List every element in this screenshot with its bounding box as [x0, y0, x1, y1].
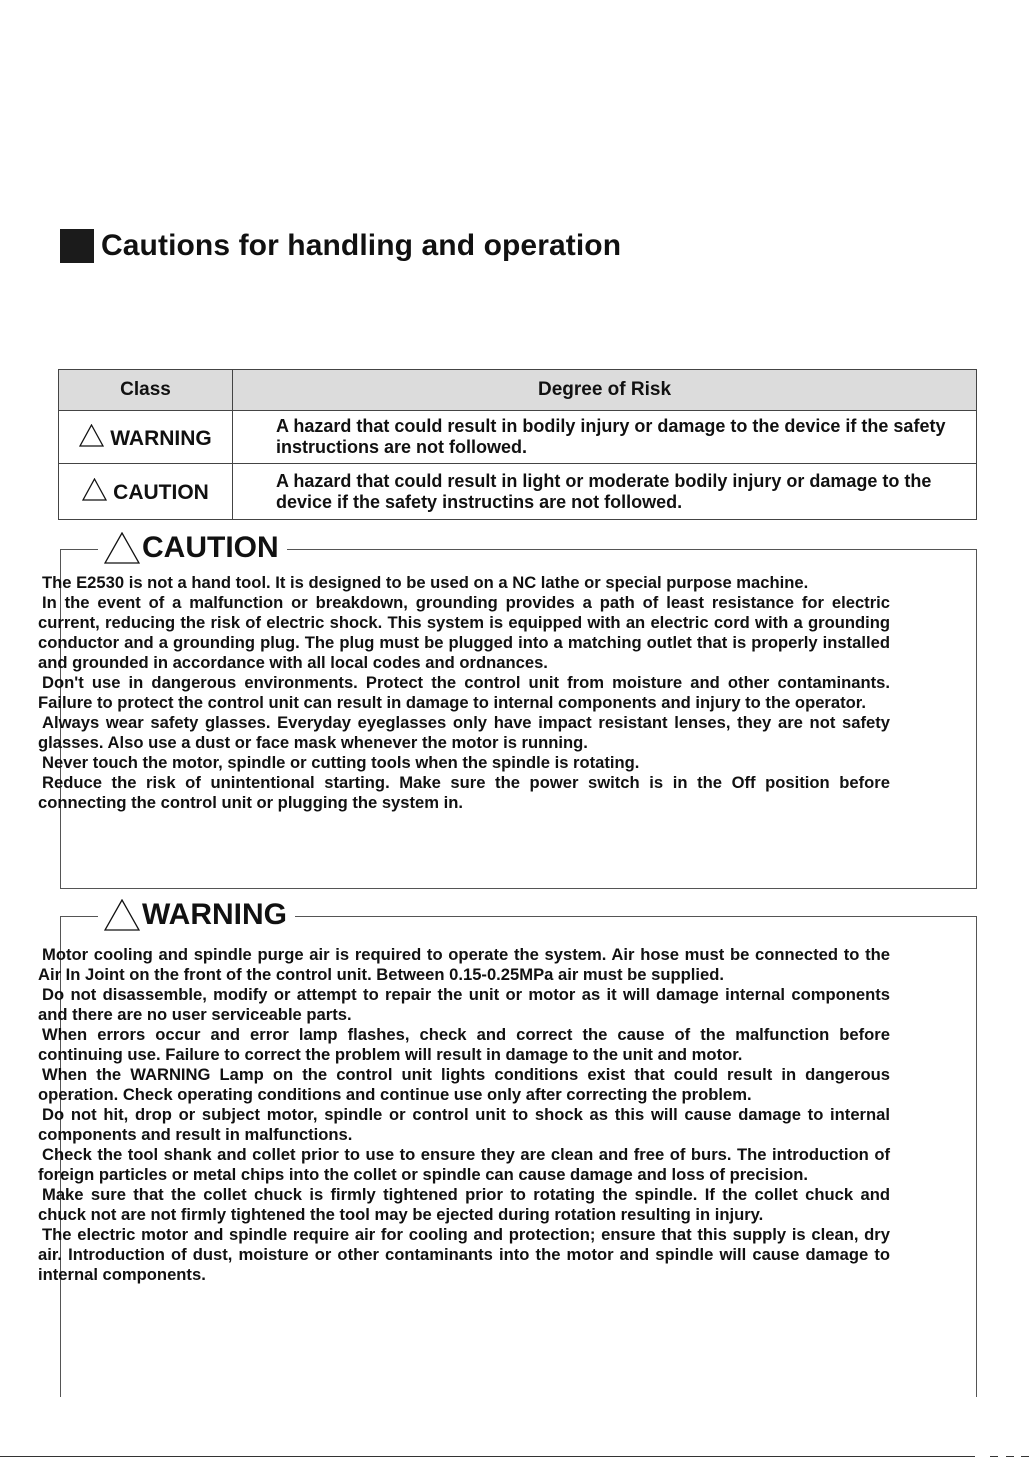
warning-box-body — [38, 945, 890, 1285]
warning-paragraph: Do not hit, drop or subject motor, spindle or control unit to shock as this will cause damage to internal components and result in malfunctions. — [38, 1105, 890, 1144]
column-header-class: Class — [59, 370, 233, 411]
caution-paragraph: Never touch the motor, spindle or cutting tools when the spindle is rotating. — [42, 753, 640, 772]
class-label: WARNING — [110, 426, 212, 450]
class-cell-warning — [59, 411, 233, 464]
warning-paragraph: When errors occur and error lamp flashes, check and correct the cause of the malfunction before continuing use. Failure to correct the problem will result in damage to the unit and motor. — [38, 1025, 890, 1064]
risk-description: A hazard that could result in light or moderate bodily injury or damage to the device if the safety instructins are not followed. — [233, 464, 977, 520]
caution-paragraph: Always wear safety glasses. Everyday eyeglasses only have impact resistant lenses, they are not safety glasses. Also use a dust or face mask whenever the motor is running. — [38, 713, 890, 752]
table-header-row — [59, 370, 977, 411]
caution-paragraph: In the event of a malfunction or breakdown, grounding provides a path of least resistance for electric current, reducing the risk of electric shock. This system is equipped with an electric cord with a grounding conductor and a grounding plug. The plug must be plugged into a matching outlet that is properly installed and grounded in accordance with all local codes and ordnances. — [38, 593, 890, 672]
warning-box-title — [98, 897, 295, 933]
footer-dash — [1006, 1456, 1014, 1457]
table-row — [59, 464, 977, 520]
risk-description: A hazard that could result in bodily injury or damage to the device if the safety instructions are not followed. — [233, 411, 977, 464]
footer-dash — [990, 1456, 998, 1457]
caution-box-title — [98, 530, 287, 566]
caution-paragraph: Don't use in dangerous environments. Protect the control unit from moisture and other contaminants. Failure to protect the control unit can result in damage to internal components and injury to the operator. — [38, 673, 890, 712]
class-label: CAUTION — [113, 481, 209, 504]
caution-paragraph: Reduce the risk of unintentional starting. Make sure the power switch is in the Off position before connecting the control unit or plugging the system in. — [38, 773, 890, 812]
heading-title: Cautions for handling and operation — [101, 229, 622, 262]
warning-paragraph: When the WARNING Lamp on the control unit lights conditions exist that could result in dangerous operation. Check operating conditions and continue use only after correcting the problem. — [38, 1065, 890, 1104]
table-row — [59, 411, 977, 464]
warning-triangle-icon — [79, 424, 104, 447]
warning-paragraph: The electric motor and spindle require air for cooling and protection; ensure that this supply is clean, dry air. Introduction of dust, moisture or other contaminants into the motor and spindle will cause damage to internal components. — [38, 1225, 890, 1284]
warning-paragraph: Motor cooling and spindle purge air is required to operate the system. Air hose must be connected to the Air In Joint on the front of the control unit. Between 0.15-0.25MPa air must be supplied. — [38, 945, 890, 984]
caution-triangle-icon — [82, 478, 107, 501]
warning-triangle-icon — [104, 899, 140, 931]
warning-title-text: WARNING — [142, 898, 287, 931]
class-cell-caution — [59, 464, 233, 520]
caution-paragraph: The E2530 is not a hand tool. It is designed to be used on a NC lathe or special purpose machine. — [42, 573, 809, 592]
column-header-risk: Degree of Risk — [233, 370, 977, 411]
warning-paragraph: Check the tool shank and collet prior to use to ensure they are clean and free of burs. The introduction of foreign particles or metal chips into the collet or spindle can cause damage and loss of precision. — [38, 1145, 890, 1184]
footer-rule — [0, 1456, 975, 1457]
footer-dash — [1021, 1456, 1029, 1457]
section-heading — [60, 229, 621, 263]
caution-triangle-icon — [104, 532, 140, 564]
risk-table — [58, 369, 977, 520]
caution-title-text: CAUTION — [142, 531, 279, 564]
warning-paragraph: Do not disassemble, modify or attempt to repair the unit or motor as it will damage internal components and there are no user serviceable parts. — [38, 985, 890, 1024]
warning-paragraph: Make sure that the collet chuck is firmly tightened prior to rotating the spindle. If the collet chuck and chuck not are not firmly tightened the tool may be ejected during rotation resulting in injury. — [38, 1185, 890, 1224]
caution-box-body — [38, 573, 890, 813]
heading-square-icon — [60, 229, 94, 263]
